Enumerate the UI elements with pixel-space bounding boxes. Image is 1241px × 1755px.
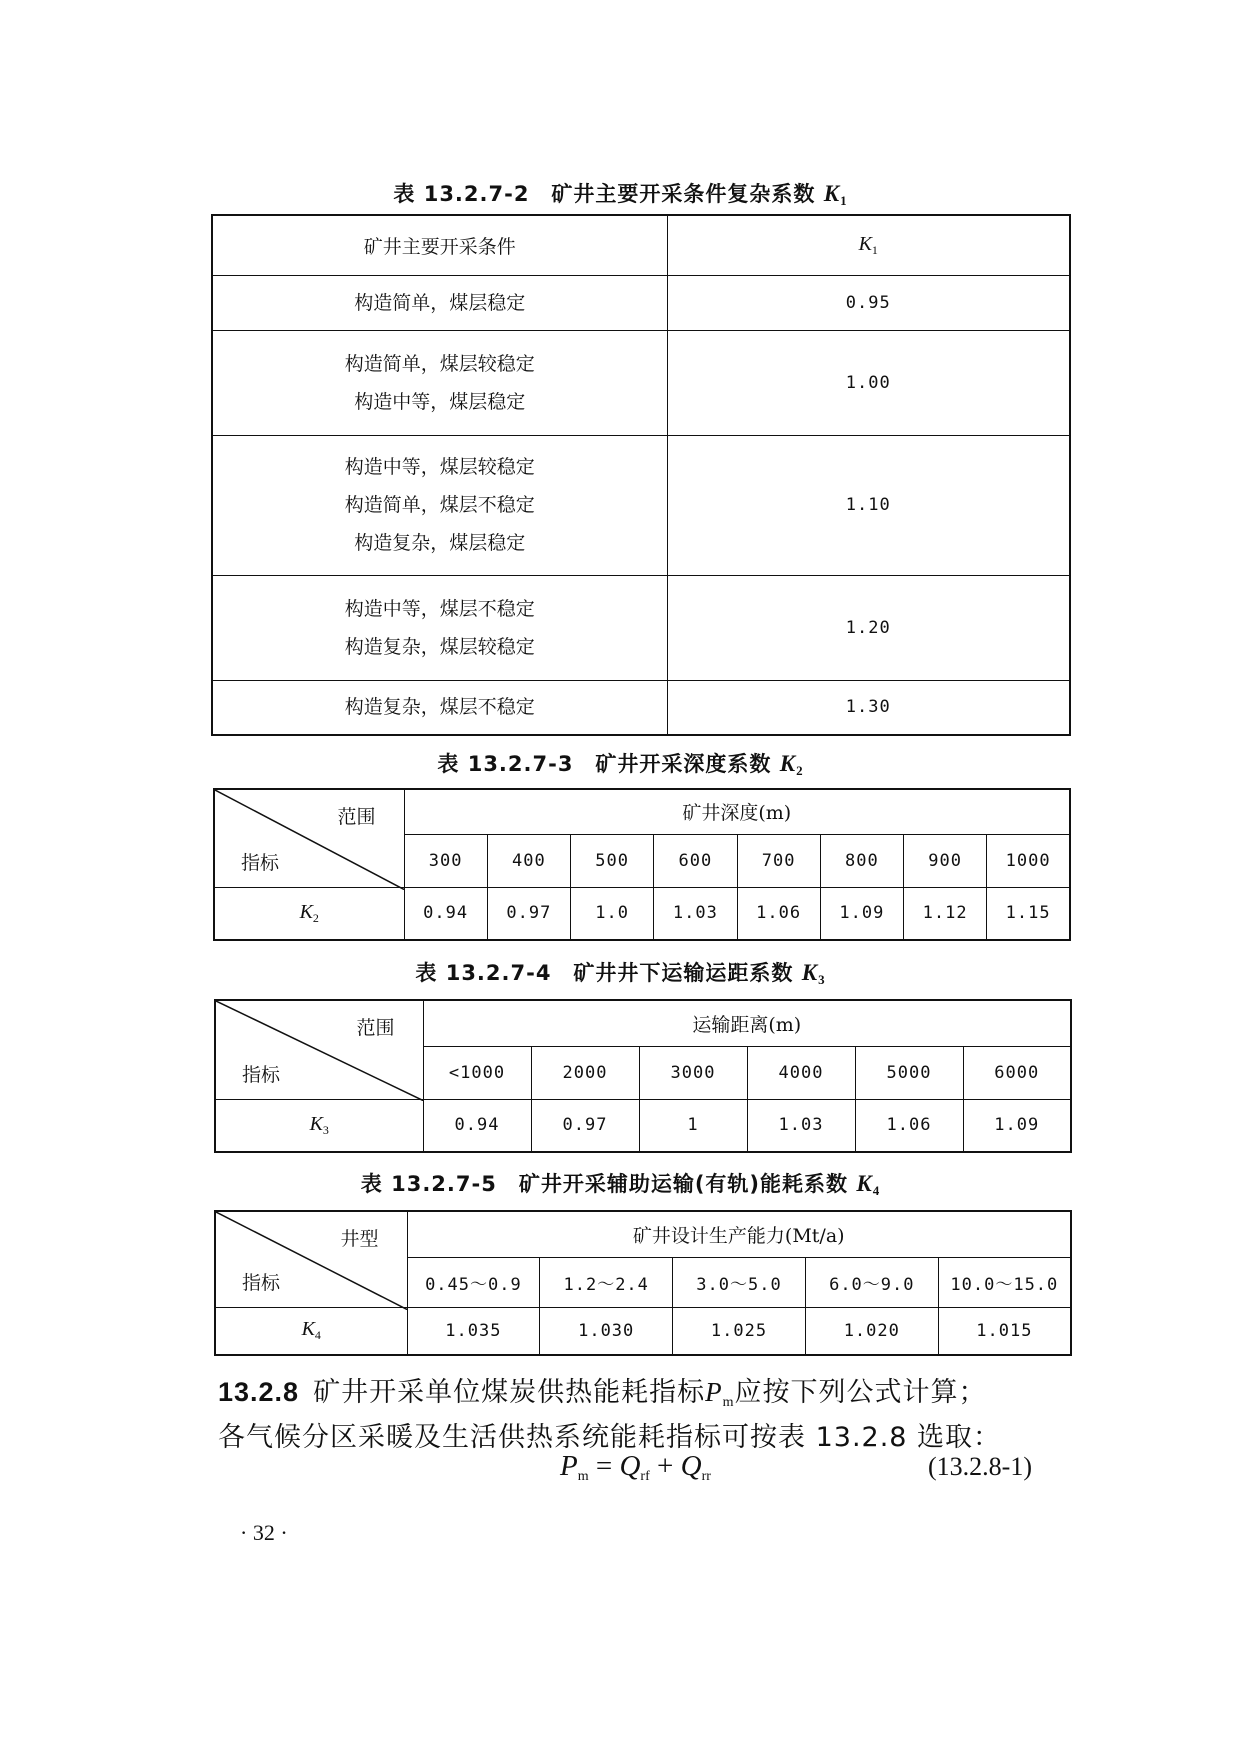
table-transport-distance: [214, 999, 1072, 1153]
condition-cell: 构造简单，煤层稳定: [212, 275, 667, 330]
table-row: [215, 1307, 1071, 1355]
formula: Pm = Qrf + Qrr: [560, 1450, 711, 1484]
table-2-caption: [0, 178, 1241, 209]
condition-cell: 构造简单，煤层较稳定 构造中等，煤层稳定: [212, 330, 667, 435]
column-header: 5000: [855, 1046, 963, 1099]
diagonal-header-cell: [215, 1211, 407, 1307]
value-cell: 0.94: [404, 887, 487, 940]
column-header: 700: [737, 834, 820, 887]
table-3-caption: [0, 748, 1241, 779]
value-cell: 1.020: [805, 1307, 938, 1355]
table-row: [212, 275, 1070, 330]
value-cell: 1.030: [540, 1307, 673, 1355]
column-header: <1000: [423, 1046, 531, 1099]
diag-bottom-label: 指标: [241, 851, 280, 874]
caption-symbol: $K_2$: [779, 751, 804, 778]
caption-text: 表 13.2.7-2 矿井主要开采条件复杂系数: [393, 182, 816, 206]
table-row: [215, 1099, 1071, 1152]
table-header-row: [214, 789, 1070, 834]
column-header: 10.0～15.0: [938, 1257, 1071, 1307]
row-label: $K_4$: [215, 1307, 407, 1355]
table-5-caption: [0, 1168, 1241, 1199]
value-cell: 1.06: [855, 1099, 963, 1152]
diag-bottom-label: 指标: [242, 1063, 281, 1086]
column-header: 3000: [639, 1046, 747, 1099]
table-row: [214, 887, 1070, 940]
group-header: 矿井设计生产能力(Mt/a): [407, 1211, 1071, 1257]
column-header: 0.45～0.9: [407, 1257, 540, 1307]
condition-cell: 构造复杂，煤层不稳定: [212, 680, 667, 735]
column-header: 1000: [987, 834, 1070, 887]
column-header: 1.2～2.4: [540, 1257, 673, 1307]
value-cell: 1.015: [938, 1307, 1071, 1355]
value-cell: 0.97: [531, 1099, 639, 1152]
condition-cell: 构造中等，煤层较稳定 构造简单，煤层不稳定 构造复杂，煤层稳定: [212, 435, 667, 575]
diag-bottom-label: 指标: [242, 1271, 281, 1294]
diag-top-label: 井型: [340, 1228, 379, 1250]
section-paragraph-line2: 各气候分区采暖及生活供热系统能耗指标可按表 13.2.8 选取：: [218, 1422, 1002, 1453]
caption-symbol: $K_1$: [823, 181, 848, 208]
value-cell: 1.03: [747, 1099, 855, 1152]
value-cell: 1.035: [407, 1307, 540, 1355]
caption-text: 表 13.2.7-3 矿井开采深度系数: [437, 752, 772, 776]
column-header: 3.0～5.0: [673, 1257, 806, 1307]
diagonal-line: [215, 790, 405, 890]
row-label: $K_3$: [215, 1099, 423, 1152]
group-header: 运输距离(m): [423, 1000, 1071, 1046]
row-label: $K_2$: [214, 887, 404, 940]
column-header: 300: [404, 834, 487, 887]
value-cell: 1.30: [667, 680, 1070, 735]
value-cell: 1.025: [673, 1307, 806, 1355]
column-header: 2000: [531, 1046, 639, 1099]
value-cell: 1.0: [571, 887, 654, 940]
page-number: · 32 ·: [240, 1520, 288, 1545]
column-header: 6000: [963, 1046, 1071, 1099]
condition-cell: 构造中等，煤层不稳定 构造复杂，煤层较稳定: [212, 575, 667, 680]
table-4-caption: [0, 957, 1241, 988]
group-header: 矿井深度(m): [404, 789, 1070, 834]
value-cell: 1: [639, 1099, 747, 1152]
section-number: 13.2.8: [218, 1377, 300, 1407]
value-cell: 1.12: [904, 887, 987, 940]
value-cell: 0.94: [423, 1099, 531, 1152]
diagonal-header-cell: [215, 1000, 423, 1099]
header-condition: 矿井主要开采条件: [212, 215, 667, 275]
diag-top-label: 范围: [356, 1017, 395, 1039]
caption-text: 表 13.2.7-4 矿井井下运输运距系数: [415, 961, 794, 985]
table-header-row: [215, 1211, 1071, 1257]
value-cell: 1.10: [667, 435, 1070, 575]
column-header: 600: [654, 834, 737, 887]
section-paragraph-line1: [218, 1370, 1078, 1411]
table-header-row: [215, 1000, 1071, 1046]
value-cell: 0.95: [667, 275, 1070, 330]
paragraph-text: 应按下列公式计算；: [734, 1377, 987, 1408]
table-row: [212, 330, 1070, 435]
value-cell: 1.06: [737, 887, 820, 940]
value-cell: 1.03: [654, 887, 737, 940]
value-cell: 1.20: [667, 575, 1070, 680]
header-k1: $K_1$: [667, 215, 1070, 275]
value-cell: 0.97: [487, 887, 570, 940]
diag-top-label: 范围: [337, 806, 376, 828]
table-header-row: [212, 215, 1070, 275]
column-header: 400: [487, 834, 570, 887]
diagonal-line: [216, 1212, 408, 1310]
caption-symbol: $K_3$: [801, 960, 826, 987]
symbol-pm: Pm: [705, 1377, 735, 1410]
column-header: 900: [904, 834, 987, 887]
value-cell: 1.09: [820, 887, 903, 940]
equation-number: (13.2.8-1): [928, 1452, 1032, 1481]
table-row: [212, 435, 1070, 575]
table-depth-coefficient: [213, 788, 1071, 941]
table-auxiliary-transport: [214, 1210, 1072, 1356]
column-header: 4000: [747, 1046, 855, 1099]
caption-text: 表 13.2.7-5 矿井开采辅助运输(有轨)能耗系数: [360, 1172, 849, 1196]
column-header: 800: [820, 834, 903, 887]
table-row: [212, 680, 1070, 735]
diagonal-header-cell: [214, 789, 404, 887]
table-mining-conditions: [211, 214, 1071, 736]
column-header: 500: [571, 834, 654, 887]
column-header: 6.0～9.0: [805, 1257, 938, 1307]
value-cell: 1.15: [987, 887, 1070, 940]
paragraph-text: 矿井开采单位煤炭供热能耗指标: [313, 1377, 706, 1408]
caption-symbol: $K_4$: [856, 1171, 881, 1198]
table-row: [212, 575, 1070, 680]
value-cell: 1.00: [667, 330, 1070, 435]
value-cell: 1.09: [963, 1099, 1071, 1152]
